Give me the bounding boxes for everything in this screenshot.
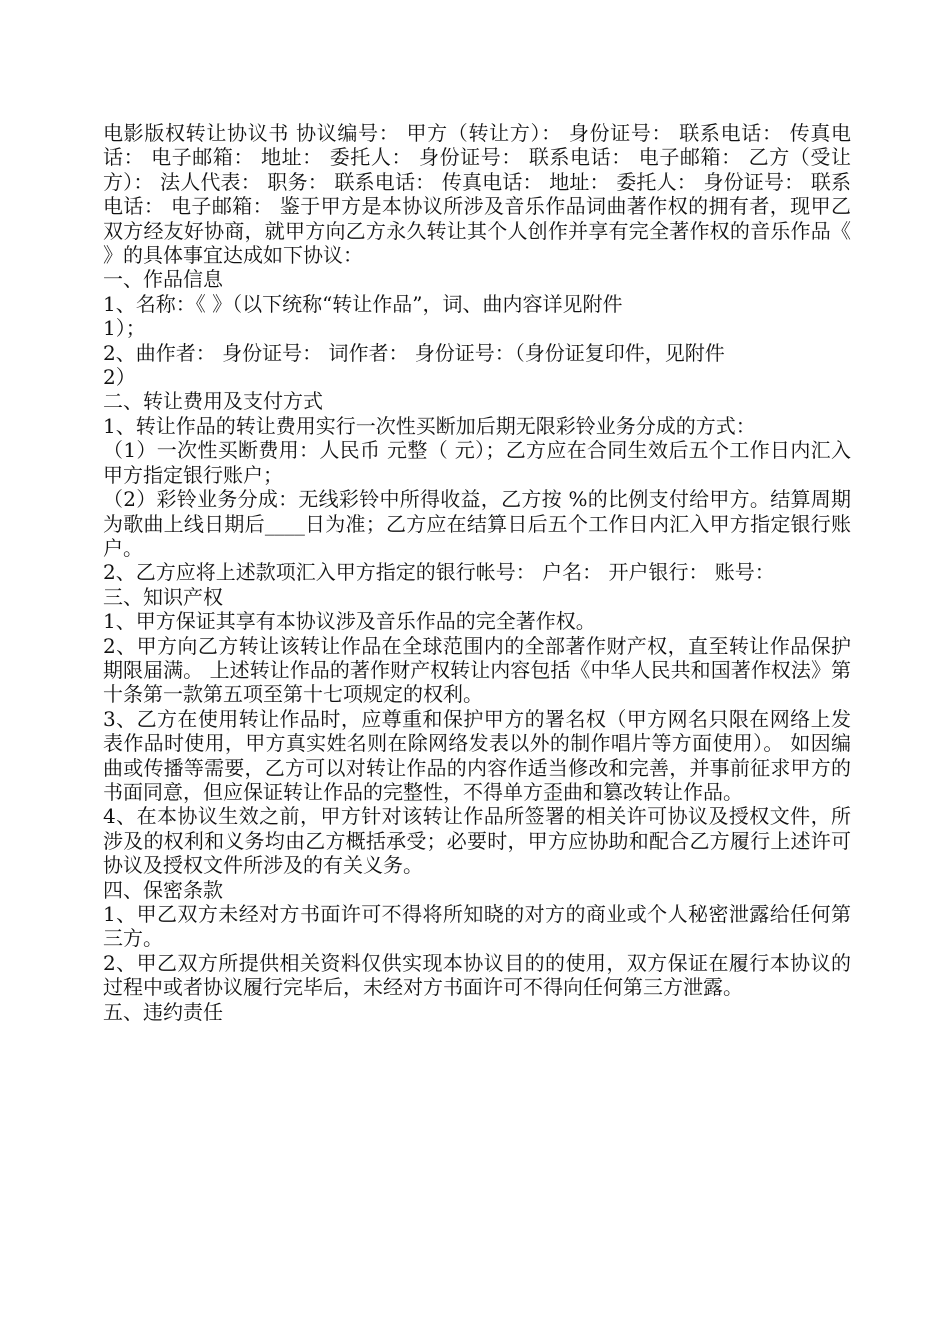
section-heading-1: 一、作品信息 <box>103 267 223 292</box>
clause-2-1-a: （1）一次性买断费用：人民币 元整（ 元）；乙方应在合同生效后五个工作日内汇入甲方指定银行账户； <box>103 438 851 487</box>
section-heading-5: 五、违约责任 <box>103 999 223 1024</box>
clause-4-1: 1、甲乙双方未经对方书面许可不得将所知晓的对方的商业或个人秘密泄露给任何第三方。 <box>103 902 851 951</box>
clause-2-2: 2、乙方应将上述款项汇入甲方指定的银行帐号： 户名： 开户银行： 账号： <box>103 560 775 585</box>
clause-1-1: 1、名称：《 》（以下统称“转让作品”，词、曲内容详见附件 1）； <box>103 291 623 341</box>
section-heading-4: 四、保密条款 <box>103 877 223 902</box>
clause-2-1: 1、转让作品的转让费用实行一次性买断加后期无限彩铃业务分成的方式： <box>103 413 756 438</box>
document-body <box>103 121 858 1024</box>
clause-3-1: 1、甲方保证其享有本协议涉及音乐作品的完全著作权。 <box>103 609 596 634</box>
clause-3-2: 2、甲方向乙方转让该转让作品在全球范围内的全部著作财产权，直至转让作品保护期限届满。 上述转让作品的著作财产权转让内容包括《中华人民共和国著作权法》第十条第一款第五项至第十七项规定的权利。 <box>103 633 851 707</box>
clause-1-2: 2、曲作者： 身份证号： 词作者： 身份证号：（身份证复印件，见附件 2） <box>103 340 725 390</box>
clause-4-2: 2、甲乙双方所提供相关资料仅供实现本协议目的的使用，双方保证在履行本协议的过程中或者协议履行完毕后，未经对方书面许可不得向任何第三方泄露。 <box>103 950 851 1000</box>
section-heading-2: 二、转让费用及支付方式 <box>103 389 323 414</box>
clause-3-3: 3、乙方在使用转让作品时，应尊重和保护甲方的署名权（甲方网名只限在网络上发表作品时使用，甲方真实姓名则在除网络发表以外的制作唱片等方面使用）。 如因编曲或传播等需要，乙方可以对转让作品的内容作适当修改和完善，并事前征求甲方的书面同意，但应保证转让作品的完整性，不得单方歪曲和篡改转让作品。 <box>103 706 851 804</box>
intro-paragraph: 电影版权转让协议书 协议编号： 甲方（转让方）： 身份证号： 联系电话： 传真电话： 电子邮箱： 地址： 委托人： 身份证号： 联系电话： 电子邮箱： 乙方（受让方）： 法人代表： 职务： 联系电话： 传真电话： 地址： 委托人： 身份证号： 联系电话： 电子邮箱： 鉴于甲方是本协议所涉及音乐作品词曲著作权的拥有者，现甲乙双方经友好协商，就甲方向乙方永久转让其个人创作并享有完全著作权的音乐作品《 》的具体事宜达成如下协议： <box>103 121 858 268</box>
clause-2-1-b: （2）彩铃业务分成：无线彩铃中所得收益，乙方按 %的比例支付给甲方。结算周期为歌曲上线日期后____日为准；乙方应在结算日后五个工作日内汇入甲方指定银行账户。 <box>103 487 851 560</box>
section-heading-3: 三、知识产权 <box>103 584 223 609</box>
clause-3-4: 4、在本协议生效之前，甲方针对该转让作品所签署的相关许可协议及授权文件，所涉及的权利和义务均由乙方概括承受；必要时，甲方应协助和配合乙方履行上述许可协议及授权文件所涉及的有关义务。 <box>103 804 851 878</box>
